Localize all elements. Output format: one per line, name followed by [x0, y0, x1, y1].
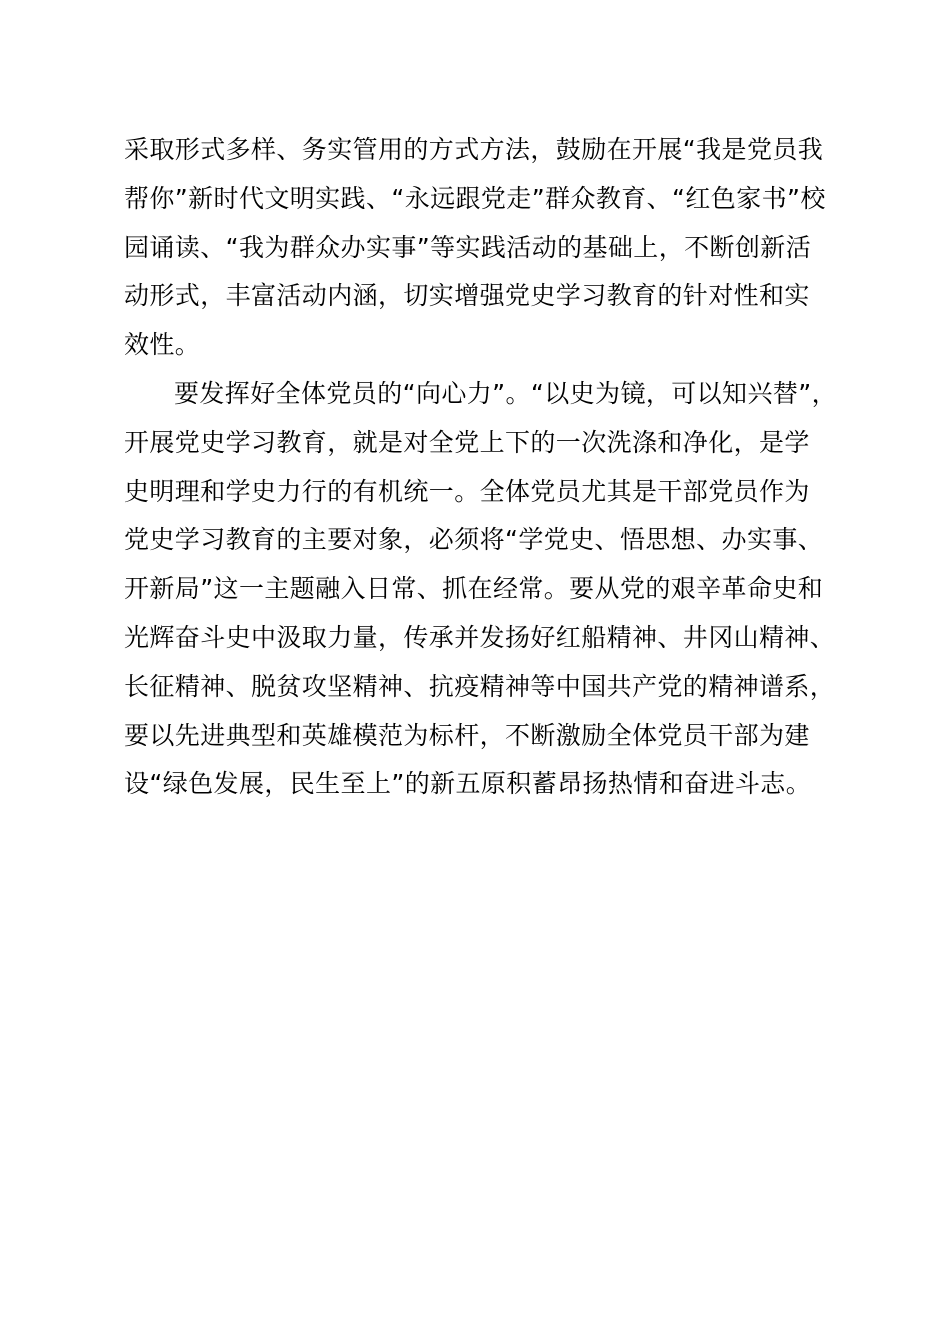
paragraph-line: 开展党史学习教育，就是对全党上下的一次洗涤和净化，是学 [124, 427, 810, 457]
paragraph-line: 要发挥好全体党员的“向心力”。“以史为镜，可以知兴替”， [174, 378, 838, 408]
paragraph-line: 园诵读、“我为群众办实事”等实践活动的基础上，不断创新活 [124, 232, 812, 262]
paragraph-line: 帮你”新时代文明实践、“永远跟党走”群众教育、“红色家书”校 [124, 183, 826, 213]
paragraph-line: 动形式，丰富活动内涵，切实增强党史学习教育的针对性和实 [124, 281, 810, 311]
document-body [124, 126, 860, 809]
paragraph-line: 效性。 [124, 330, 201, 360]
paragraph-2 [124, 370, 860, 809]
paragraph-line: 史明理和学史力行的有机统一。全体党员尤其是干部党员作为 [124, 476, 810, 506]
paragraph-line: 光辉奋斗史中汲取力量，传承并发扬好红船精神、井冈山精神、 [124, 622, 836, 652]
paragraph-line: 长征精神、脱贫攻坚精神、抗疫精神等中国共产党的精神谱系， [124, 671, 836, 701]
paragraph-line: 开新局”这一主题融入日常、抓在经常。要从党的艰辛革命史和 [124, 574, 824, 604]
paragraph-1 [124, 126, 860, 370]
paragraph-line: 采取形式多样、务实管用的方式方法，鼓励在开展“我是党员我 [124, 135, 824, 164]
paragraph-line: 党史学习教育的主要对象，必须将“学党史、悟思想、办实事、 [124, 525, 824, 555]
paragraph-line: 要以先进典型和英雄模范为标杆，不断激励全体党员干部为建 [124, 720, 810, 750]
paragraph-line: 设“绿色发展，民生至上”的新五原积蓄昂扬热情和奋进斗志。 [124, 769, 812, 799]
